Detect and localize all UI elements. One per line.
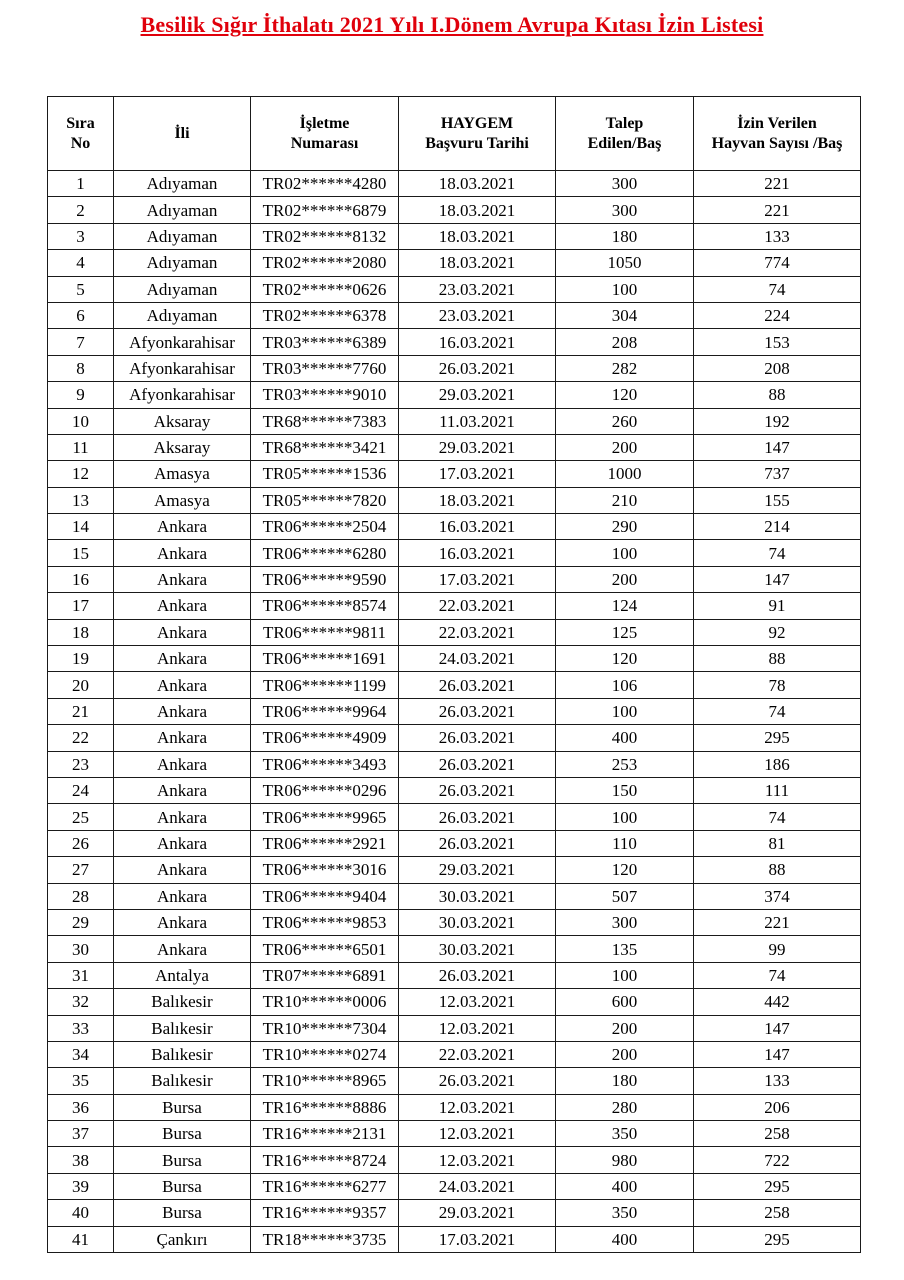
cell-talep-edilen: 400	[556, 725, 694, 751]
cell-il: Ankara	[114, 883, 251, 909]
table-row	[48, 646, 861, 672]
cell-basvuru-tarihi: 29.03.2021	[399, 434, 556, 460]
cell-talep-edilen: 100	[556, 276, 694, 302]
cell-sira-no: 25	[48, 804, 114, 830]
cell-sira-no: 21	[48, 698, 114, 724]
table-header-row	[48, 97, 861, 171]
cell-sira-no: 18	[48, 619, 114, 645]
cell-il: Ankara	[114, 777, 251, 803]
cell-sira-no: 32	[48, 989, 114, 1015]
cell-talep-edilen: 300	[556, 909, 694, 935]
cell-talep-edilen: 120	[556, 646, 694, 672]
table-row	[48, 593, 861, 619]
cell-isletme-numarasi: TR10******7304	[251, 1015, 399, 1041]
table-row	[48, 171, 861, 197]
cell-sira-no: 5	[48, 276, 114, 302]
cell-talep-edilen: 980	[556, 1147, 694, 1173]
cell-talep-edilen: 125	[556, 619, 694, 645]
cell-isletme-numarasi: TR06******9811	[251, 619, 399, 645]
cell-il: Aksaray	[114, 434, 251, 460]
cell-talep-edilen: 180	[556, 1068, 694, 1094]
cell-izin-verilen: 155	[694, 487, 861, 513]
cell-izin-verilen: 221	[694, 909, 861, 935]
cell-isletme-numarasi: TR02******6879	[251, 197, 399, 223]
cell-isletme-numarasi: TR06******9965	[251, 804, 399, 830]
cell-isletme-numarasi: TR06******3493	[251, 751, 399, 777]
table-row	[48, 777, 861, 803]
cell-izin-verilen: 442	[694, 989, 861, 1015]
cell-basvuru-tarihi: 12.03.2021	[399, 1094, 556, 1120]
cell-basvuru-tarihi: 22.03.2021	[399, 619, 556, 645]
cell-izin-verilen: 147	[694, 434, 861, 460]
cell-basvuru-tarihi: 22.03.2021	[399, 593, 556, 619]
cell-sira-no: 10	[48, 408, 114, 434]
cell-il: Ankara	[114, 514, 251, 540]
cell-isletme-numarasi: TR06******2504	[251, 514, 399, 540]
cell-il: Bursa	[114, 1121, 251, 1147]
cell-isletme-numarasi: TR18******3735	[251, 1226, 399, 1252]
cell-izin-verilen: 374	[694, 883, 861, 909]
cell-sira-no: 41	[48, 1226, 114, 1252]
cell-sira-no: 35	[48, 1068, 114, 1094]
cell-isletme-numarasi: TR16******6277	[251, 1173, 399, 1199]
cell-izin-verilen: 147	[694, 1041, 861, 1067]
cell-basvuru-tarihi: 26.03.2021	[399, 698, 556, 724]
cell-il: Ankara	[114, 936, 251, 962]
header-sira-no: Sıra No	[48, 97, 114, 171]
cell-talep-edilen: 120	[556, 857, 694, 883]
table-row	[48, 619, 861, 645]
cell-il: Balıkesir	[114, 1041, 251, 1067]
table-row	[48, 883, 861, 909]
table-row	[48, 830, 861, 856]
cell-il: Balıkesir	[114, 989, 251, 1015]
cell-basvuru-tarihi: 12.03.2021	[399, 1121, 556, 1147]
cell-il: Amasya	[114, 461, 251, 487]
cell-il: Adıyaman	[114, 223, 251, 249]
cell-sira-no: 29	[48, 909, 114, 935]
cell-basvuru-tarihi: 24.03.2021	[399, 1173, 556, 1199]
cell-talep-edilen: 507	[556, 883, 694, 909]
header-isletme-numarasi: İşletme Numarası	[251, 97, 399, 171]
cell-il: Balıkesir	[114, 1015, 251, 1041]
permit-list-table	[47, 96, 861, 1253]
cell-talep-edilen: 280	[556, 1094, 694, 1120]
cell-sira-no: 34	[48, 1041, 114, 1067]
cell-talep-edilen: 200	[556, 1041, 694, 1067]
table-body	[48, 171, 861, 1253]
cell-sira-no: 3	[48, 223, 114, 249]
table-row	[48, 382, 861, 408]
cell-sira-no: 19	[48, 646, 114, 672]
cell-sira-no: 9	[48, 382, 114, 408]
table-row	[48, 197, 861, 223]
cell-sira-no: 13	[48, 487, 114, 513]
cell-basvuru-tarihi: 16.03.2021	[399, 329, 556, 355]
cell-sira-no: 6	[48, 302, 114, 328]
cell-basvuru-tarihi: 29.03.2021	[399, 382, 556, 408]
cell-izin-verilen: 295	[694, 1173, 861, 1199]
table-row	[48, 276, 861, 302]
cell-il: Adıyaman	[114, 171, 251, 197]
cell-il: Ankara	[114, 751, 251, 777]
cell-basvuru-tarihi: 30.03.2021	[399, 936, 556, 962]
cell-isletme-numarasi: TR03******6389	[251, 329, 399, 355]
cell-sira-no: 12	[48, 461, 114, 487]
cell-izin-verilen: 224	[694, 302, 861, 328]
cell-il: Adıyaman	[114, 302, 251, 328]
cell-isletme-numarasi: TR16******8724	[251, 1147, 399, 1173]
table-row	[48, 1121, 861, 1147]
table-row	[48, 461, 861, 487]
cell-il: Ankara	[114, 725, 251, 751]
cell-basvuru-tarihi: 11.03.2021	[399, 408, 556, 434]
cell-sira-no: 16	[48, 566, 114, 592]
cell-sira-no: 24	[48, 777, 114, 803]
cell-il: Bursa	[114, 1200, 251, 1226]
cell-izin-verilen: 737	[694, 461, 861, 487]
cell-basvuru-tarihi: 16.03.2021	[399, 514, 556, 540]
table-row	[48, 989, 861, 1015]
table-row	[48, 725, 861, 751]
cell-isletme-numarasi: TR02******6378	[251, 302, 399, 328]
cell-basvuru-tarihi: 26.03.2021	[399, 355, 556, 381]
cell-sira-no: 33	[48, 1015, 114, 1041]
cell-sira-no: 2	[48, 197, 114, 223]
cell-isletme-numarasi: TR06******8574	[251, 593, 399, 619]
cell-isletme-numarasi: TR03******7760	[251, 355, 399, 381]
table-row	[48, 302, 861, 328]
cell-isletme-numarasi: TR10******8965	[251, 1068, 399, 1094]
cell-basvuru-tarihi: 18.03.2021	[399, 197, 556, 223]
cell-izin-verilen: 133	[694, 1068, 861, 1094]
cell-talep-edilen: 400	[556, 1226, 694, 1252]
cell-isletme-numarasi: TR05******1536	[251, 461, 399, 487]
cell-sira-no: 14	[48, 514, 114, 540]
cell-izin-verilen: 81	[694, 830, 861, 856]
cell-sira-no: 40	[48, 1200, 114, 1226]
cell-isletme-numarasi: TR05******7820	[251, 487, 399, 513]
cell-talep-edilen: 150	[556, 777, 694, 803]
cell-il: Bursa	[114, 1094, 251, 1120]
cell-talep-edilen: 350	[556, 1121, 694, 1147]
cell-basvuru-tarihi: 22.03.2021	[399, 1041, 556, 1067]
table-row	[48, 1068, 861, 1094]
cell-izin-verilen: 74	[694, 540, 861, 566]
cell-isletme-numarasi: TR06******9590	[251, 566, 399, 592]
cell-basvuru-tarihi: 23.03.2021	[399, 302, 556, 328]
cell-sira-no: 15	[48, 540, 114, 566]
cell-izin-verilen: 88	[694, 857, 861, 883]
cell-sira-no: 39	[48, 1173, 114, 1199]
table-row	[48, 1015, 861, 1041]
table-row	[48, 540, 861, 566]
cell-basvuru-tarihi: 30.03.2021	[399, 883, 556, 909]
cell-isletme-numarasi: TR06******6501	[251, 936, 399, 962]
cell-isletme-numarasi: TR06******0296	[251, 777, 399, 803]
cell-izin-verilen: 258	[694, 1121, 861, 1147]
cell-il: Adıyaman	[114, 197, 251, 223]
cell-isletme-numarasi: TR02******8132	[251, 223, 399, 249]
cell-talep-edilen: 100	[556, 698, 694, 724]
cell-isletme-numarasi: TR07******6891	[251, 962, 399, 988]
cell-il: Ankara	[114, 909, 251, 935]
table-row	[48, 804, 861, 830]
cell-isletme-numarasi: TR06******3016	[251, 857, 399, 883]
cell-talep-edilen: 253	[556, 751, 694, 777]
cell-talep-edilen: 300	[556, 197, 694, 223]
cell-izin-verilen: 295	[694, 1226, 861, 1252]
cell-basvuru-tarihi: 23.03.2021	[399, 276, 556, 302]
cell-il: Ankara	[114, 593, 251, 619]
cell-il: Antalya	[114, 962, 251, 988]
cell-talep-edilen: 210	[556, 487, 694, 513]
cell-il: Ankara	[114, 857, 251, 883]
table-row	[48, 434, 861, 460]
cell-talep-edilen: 100	[556, 804, 694, 830]
cell-talep-edilen: 282	[556, 355, 694, 381]
cell-il: Afyonkarahisar	[114, 382, 251, 408]
cell-basvuru-tarihi: 17.03.2021	[399, 1226, 556, 1252]
cell-talep-edilen: 180	[556, 223, 694, 249]
cell-sira-no: 20	[48, 672, 114, 698]
cell-izin-verilen: 295	[694, 725, 861, 751]
cell-sira-no: 23	[48, 751, 114, 777]
cell-basvuru-tarihi: 26.03.2021	[399, 777, 556, 803]
cell-basvuru-tarihi: 26.03.2021	[399, 962, 556, 988]
cell-izin-verilen: 74	[694, 698, 861, 724]
cell-isletme-numarasi: TR06******4909	[251, 725, 399, 751]
table-row	[48, 672, 861, 698]
cell-izin-verilen: 208	[694, 355, 861, 381]
cell-il: Afyonkarahisar	[114, 355, 251, 381]
cell-basvuru-tarihi: 26.03.2021	[399, 830, 556, 856]
cell-basvuru-tarihi: 16.03.2021	[399, 540, 556, 566]
table-row	[48, 250, 861, 276]
cell-il: Ankara	[114, 672, 251, 698]
cell-izin-verilen: 147	[694, 1015, 861, 1041]
cell-izin-verilen: 88	[694, 646, 861, 672]
cell-talep-edilen: 350	[556, 1200, 694, 1226]
cell-basvuru-tarihi: 12.03.2021	[399, 989, 556, 1015]
cell-isletme-numarasi: TR68******3421	[251, 434, 399, 460]
cell-isletme-numarasi: TR02******2080	[251, 250, 399, 276]
cell-talep-edilen: 100	[556, 540, 694, 566]
cell-il: Ankara	[114, 830, 251, 856]
cell-talep-edilen: 200	[556, 434, 694, 460]
table-row	[48, 1173, 861, 1199]
cell-talep-edilen: 100	[556, 962, 694, 988]
cell-basvuru-tarihi: 18.03.2021	[399, 171, 556, 197]
cell-talep-edilen: 124	[556, 593, 694, 619]
cell-sira-no: 4	[48, 250, 114, 276]
cell-isletme-numarasi: TR02******4280	[251, 171, 399, 197]
cell-il: Ankara	[114, 540, 251, 566]
header-izin-verilen: İzin Verilen Hayvan Sayısı /Baş	[694, 97, 861, 171]
cell-talep-edilen: 106	[556, 672, 694, 698]
cell-il: Ankara	[114, 698, 251, 724]
cell-talep-edilen: 1000	[556, 461, 694, 487]
cell-izin-verilen: 258	[694, 1200, 861, 1226]
cell-izin-verilen: 221	[694, 171, 861, 197]
table-row	[48, 223, 861, 249]
cell-talep-edilen: 304	[556, 302, 694, 328]
cell-basvuru-tarihi: 17.03.2021	[399, 461, 556, 487]
cell-il: Ankara	[114, 804, 251, 830]
cell-il: Balıkesir	[114, 1068, 251, 1094]
cell-sira-no: 30	[48, 936, 114, 962]
cell-talep-edilen: 200	[556, 566, 694, 592]
table-row	[48, 1226, 861, 1252]
cell-il: Ankara	[114, 566, 251, 592]
cell-isletme-numarasi: TR06******2921	[251, 830, 399, 856]
cell-izin-verilen: 186	[694, 751, 861, 777]
table-row	[48, 1041, 861, 1067]
table-row	[48, 962, 861, 988]
cell-basvuru-tarihi: 26.03.2021	[399, 725, 556, 751]
cell-izin-verilen: 153	[694, 329, 861, 355]
cell-izin-verilen: 78	[694, 672, 861, 698]
cell-izin-verilen: 774	[694, 250, 861, 276]
table-row	[48, 857, 861, 883]
table-row	[48, 698, 861, 724]
table-row	[48, 514, 861, 540]
cell-izin-verilen: 74	[694, 804, 861, 830]
cell-izin-verilen: 92	[694, 619, 861, 645]
cell-isletme-numarasi: TR06******6280	[251, 540, 399, 566]
cell-izin-verilen: 74	[694, 276, 861, 302]
cell-sira-no: 31	[48, 962, 114, 988]
cell-izin-verilen: 722	[694, 1147, 861, 1173]
cell-basvuru-tarihi: 29.03.2021	[399, 857, 556, 883]
cell-sira-no: 28	[48, 883, 114, 909]
cell-il: Bursa	[114, 1173, 251, 1199]
cell-izin-verilen: 133	[694, 223, 861, 249]
cell-izin-verilen: 74	[694, 962, 861, 988]
cell-basvuru-tarihi: 26.03.2021	[399, 1068, 556, 1094]
cell-sira-no: 38	[48, 1147, 114, 1173]
cell-basvuru-tarihi: 17.03.2021	[399, 566, 556, 592]
cell-il: Afyonkarahisar	[114, 329, 251, 355]
cell-isletme-numarasi: TR68******7383	[251, 408, 399, 434]
header-basvuru-tarihi: HAYGEM Başvuru Tarihi	[399, 97, 556, 171]
cell-isletme-numarasi: TR06******9853	[251, 909, 399, 935]
table-row	[48, 1147, 861, 1173]
cell-il: Çankırı	[114, 1226, 251, 1252]
cell-izin-verilen: 111	[694, 777, 861, 803]
cell-sira-no: 22	[48, 725, 114, 751]
cell-talep-edilen: 208	[556, 329, 694, 355]
cell-sira-no: 36	[48, 1094, 114, 1120]
cell-sira-no: 1	[48, 171, 114, 197]
cell-talep-edilen: 1050	[556, 250, 694, 276]
cell-il: Adıyaman	[114, 250, 251, 276]
document-title: Besilik Sığır İthalatı 2021 Yılı I.Dönem Avrupa Kıtası İzin Listesi	[140, 12, 764, 37]
cell-isletme-numarasi: TR06******1199	[251, 672, 399, 698]
cell-talep-edilen: 260	[556, 408, 694, 434]
cell-basvuru-tarihi: 12.03.2021	[399, 1015, 556, 1041]
cell-isletme-numarasi: TR06******9404	[251, 883, 399, 909]
cell-izin-verilen: 147	[694, 566, 861, 592]
cell-izin-verilen: 88	[694, 382, 861, 408]
cell-sira-no: 17	[48, 593, 114, 619]
cell-isletme-numarasi: TR16******8886	[251, 1094, 399, 1120]
cell-basvuru-tarihi: 26.03.2021	[399, 751, 556, 777]
cell-izin-verilen: 221	[694, 197, 861, 223]
cell-izin-verilen: 206	[694, 1094, 861, 1120]
cell-izin-verilen: 214	[694, 514, 861, 540]
cell-isletme-numarasi: TR10******0274	[251, 1041, 399, 1067]
cell-isletme-numarasi: TR03******9010	[251, 382, 399, 408]
cell-sira-no: 8	[48, 355, 114, 381]
cell-il: Aksaray	[114, 408, 251, 434]
table-row	[48, 1094, 861, 1120]
cell-basvuru-tarihi: 18.03.2021	[399, 223, 556, 249]
header-talep-edilen: Talep Edilen/Baş	[556, 97, 694, 171]
cell-talep-edilen: 135	[556, 936, 694, 962]
cell-il: Ankara	[114, 646, 251, 672]
table-row	[48, 936, 861, 962]
cell-basvuru-tarihi: 30.03.2021	[399, 909, 556, 935]
cell-basvuru-tarihi: 24.03.2021	[399, 646, 556, 672]
cell-izin-verilen: 192	[694, 408, 861, 434]
table-row	[48, 566, 861, 592]
cell-talep-edilen: 120	[556, 382, 694, 408]
cell-basvuru-tarihi: 18.03.2021	[399, 250, 556, 276]
table-row	[48, 329, 861, 355]
cell-basvuru-tarihi: 29.03.2021	[399, 1200, 556, 1226]
cell-il: Bursa	[114, 1147, 251, 1173]
header-il: İli	[114, 97, 251, 171]
cell-sira-no: 26	[48, 830, 114, 856]
cell-izin-verilen: 99	[694, 936, 861, 962]
cell-talep-edilen: 600	[556, 989, 694, 1015]
cell-isletme-numarasi: TR16******2131	[251, 1121, 399, 1147]
cell-sira-no: 7	[48, 329, 114, 355]
cell-izin-verilen: 91	[694, 593, 861, 619]
cell-sira-no: 11	[48, 434, 114, 460]
cell-sira-no: 37	[48, 1121, 114, 1147]
cell-talep-edilen: 110	[556, 830, 694, 856]
cell-talep-edilen: 290	[556, 514, 694, 540]
cell-isletme-numarasi: TR06******9964	[251, 698, 399, 724]
cell-basvuru-tarihi: 26.03.2021	[399, 672, 556, 698]
table-row	[48, 1200, 861, 1226]
cell-talep-edilen: 200	[556, 1015, 694, 1041]
cell-il: Ankara	[114, 619, 251, 645]
cell-talep-edilen: 400	[556, 1173, 694, 1199]
table-row	[48, 909, 861, 935]
cell-il: Adıyaman	[114, 276, 251, 302]
cell-isletme-numarasi: TR02******0626	[251, 276, 399, 302]
cell-isletme-numarasi: TR16******9357	[251, 1200, 399, 1226]
table-row	[48, 751, 861, 777]
cell-basvuru-tarihi: 12.03.2021	[399, 1147, 556, 1173]
table-row	[48, 487, 861, 513]
cell-basvuru-tarihi: 26.03.2021	[399, 804, 556, 830]
cell-il: Amasya	[114, 487, 251, 513]
table-row	[48, 408, 861, 434]
table-row	[48, 355, 861, 381]
cell-isletme-numarasi: TR06******1691	[251, 646, 399, 672]
cell-sira-no: 27	[48, 857, 114, 883]
cell-basvuru-tarihi: 18.03.2021	[399, 487, 556, 513]
cell-talep-edilen: 300	[556, 171, 694, 197]
cell-isletme-numarasi: TR10******0006	[251, 989, 399, 1015]
